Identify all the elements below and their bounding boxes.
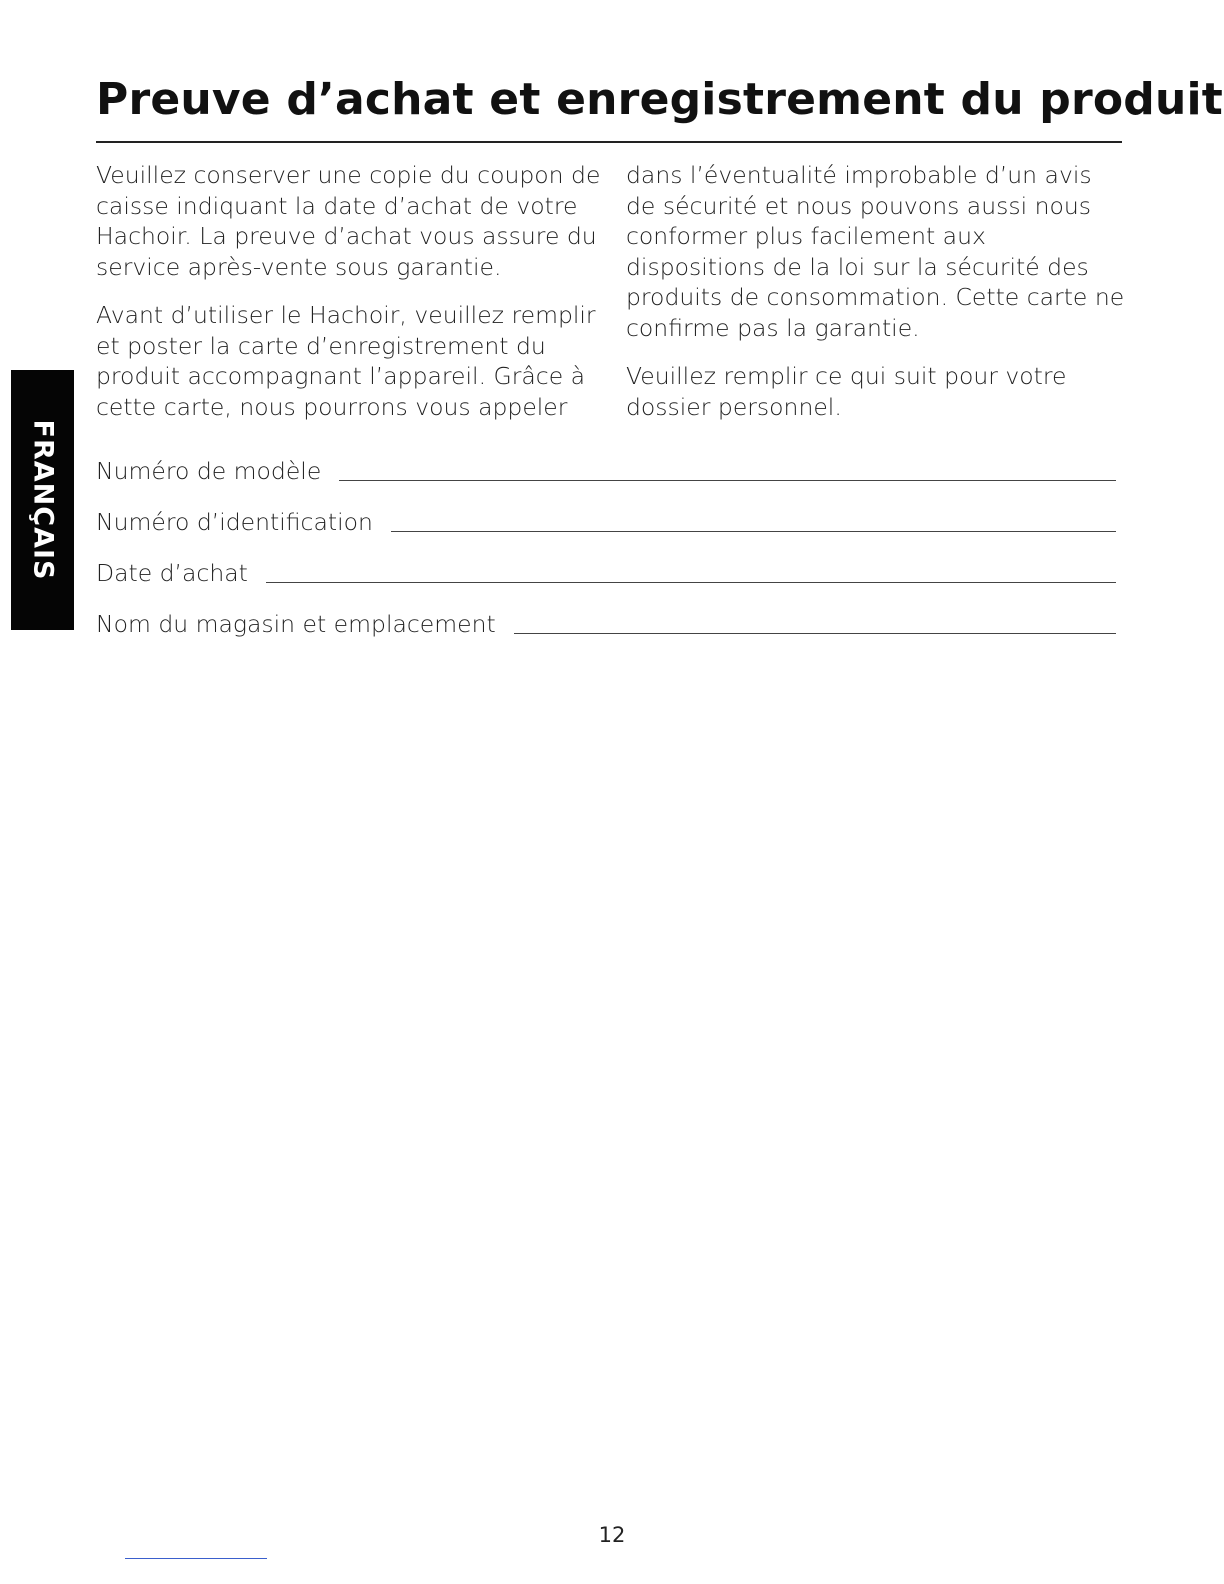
serial-number-fill-line[interactable] xyxy=(391,530,1116,532)
store-name-location-label: Nom du magasin et emplacement xyxy=(96,610,496,638)
serial-number-field[interactable] xyxy=(96,502,1116,536)
page-number: 12 xyxy=(598,1523,626,1547)
right-paragraph-2: Veuillez remplir ce qui suit pour votre dossier personnel. xyxy=(626,362,1067,421)
model-number-label: Numéro de modèle xyxy=(96,457,322,485)
title-underline xyxy=(96,141,1122,143)
right-text-column xyxy=(626,160,1126,440)
language-side-tab xyxy=(11,370,74,630)
serial-number-label: Numéro d’identification xyxy=(96,508,373,536)
purchase-date-label: Date d’achat xyxy=(96,559,248,587)
left-paragraph-2: Avant d’utiliser le Hachoir, veuillez remplir et poster la carte d’enregistrement du produit accompagnant l’appareil. Grâce à cette carte, nous pourrons vous appeler xyxy=(96,301,596,421)
store-name-location-fill-line[interactable] xyxy=(514,632,1116,634)
left-text-column xyxy=(96,160,601,440)
purchase-date-field[interactable] xyxy=(96,553,1116,587)
right-paragraph-1: dans l’éventualité improbable d’un avis de sécurité et nous pouvons aussi nous conformer plus facilement aux dispositions de la loi sur la sécurité des produits de consommation. Cette carte ne confirme pas la garantie. xyxy=(626,161,1125,342)
left-paragraph-1: Veuillez conserver une copie du coupon de caisse indiquant la date d’achat de votre Hachoir. La preuve d’achat vous assure du service après-vente sous garantie. xyxy=(96,161,601,281)
language-side-tab-label: FRANÇAIS xyxy=(27,419,58,581)
purchase-date-fill-line[interactable] xyxy=(266,581,1116,583)
model-number-field[interactable] xyxy=(96,451,1116,485)
model-number-fill-line[interactable] xyxy=(339,479,1116,481)
page-title: Preuve d’achat et enregistrement du produit xyxy=(96,74,1224,125)
store-name-location-field[interactable] xyxy=(96,604,1116,638)
footer-rule xyxy=(125,1558,267,1559)
